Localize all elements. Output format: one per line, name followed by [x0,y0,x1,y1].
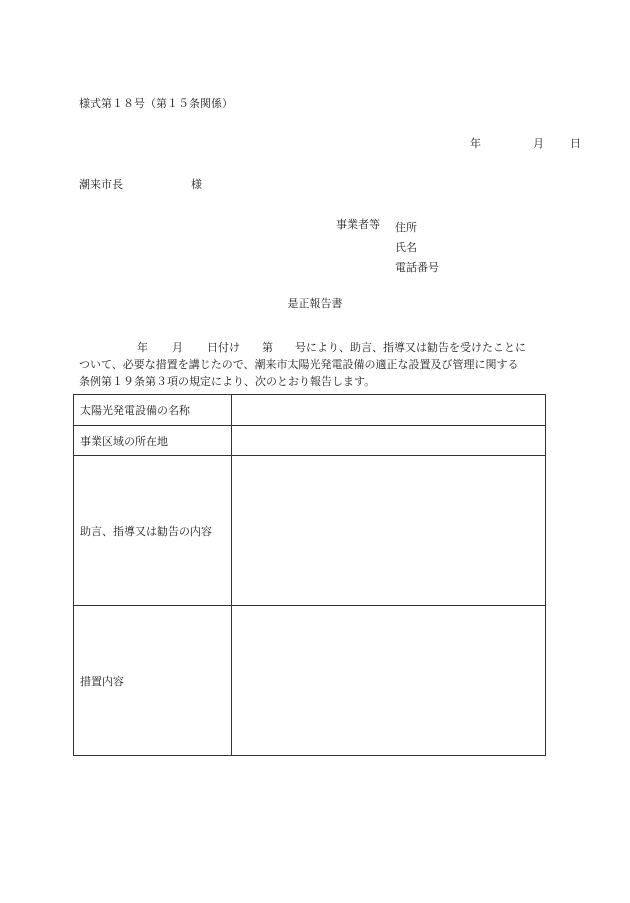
row-label-location: 事業区域の所在地 [74,426,232,456]
addressee-name: 潮来市長 [79,178,123,191]
location-field[interactable] [232,426,546,456]
body-dated: 日付け [207,341,240,354]
applicant-fields [395,218,439,278]
body-month: 月 [172,341,183,354]
table-row [74,456,546,606]
form-number: 様式第１８号（第１５条関係） [79,97,233,110]
addressee [79,178,202,192]
applicant-phone-label: 電話番号 [395,261,439,274]
date-year: 年 [470,137,481,150]
row-label-facility-name: 太陽光発電設備の名称 [74,395,232,426]
date-line [470,137,581,151]
measures-field[interactable] [232,606,546,756]
date-day: 日 [570,137,581,150]
facility-name-field[interactable] [232,395,546,426]
document-title: 是正報告書 [287,297,343,310]
table-row [74,426,546,456]
body-year: 年 [137,341,148,354]
addressee-honorific: 様 [191,178,202,191]
body-line-3: 条例第１９条第３項の規定により、次のとおり報告します。 [79,375,376,388]
table-row [74,395,546,426]
body-line-1-rest: 号により、助言、指導又は勧告を受けたことに [295,341,526,354]
body-line-2: ついて、必要な措置を講じたので、潮来市太陽光発電設備の適正な設置及び管理に関する [79,358,519,371]
advice-content-field[interactable] [232,456,546,606]
applicant-address-label: 住所 [395,221,417,234]
applicant-label: 事業者等 [336,218,380,231]
body-line-1 [79,339,549,356]
row-label-measures: 措置内容 [74,606,232,756]
row-label-advice-content: 助言、指導又は勧告の内容 [74,456,232,606]
report-table [73,394,546,756]
body-paragraph [79,339,549,390]
date-month: 月 [533,137,544,150]
table-row [74,606,546,756]
applicant-name-label: 氏名 [395,241,417,254]
body-dai: 第 [262,341,273,354]
